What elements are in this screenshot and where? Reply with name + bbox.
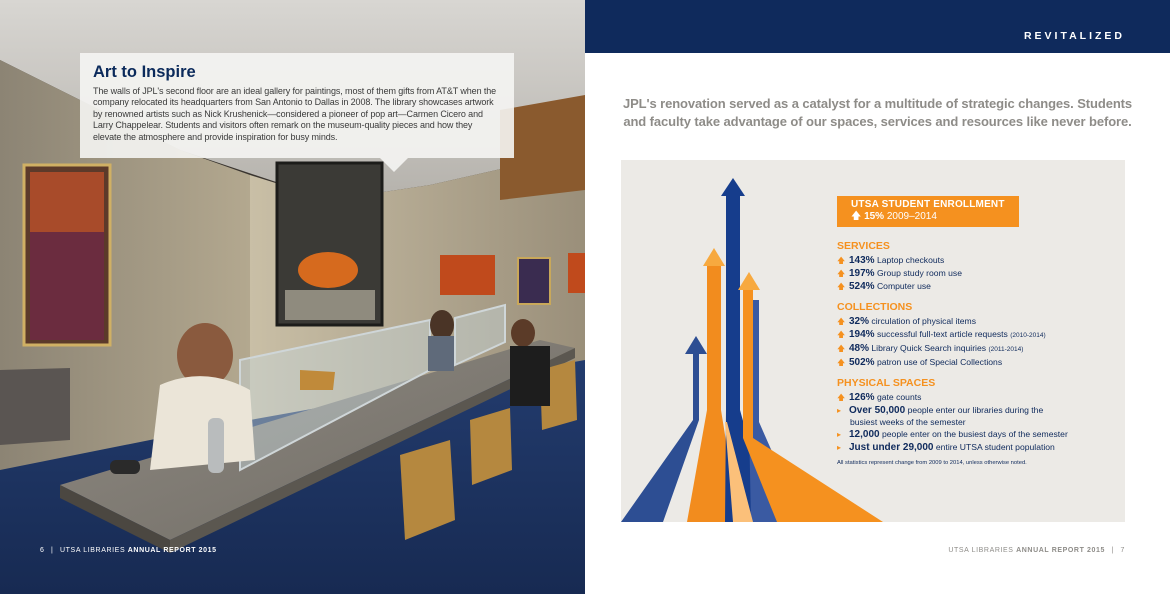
stat-value: 12,000 bbox=[849, 429, 880, 440]
stat-text: Group study room use bbox=[876, 268, 962, 278]
folio-separator-right: | bbox=[1111, 547, 1114, 554]
up-arrow-icon: 🡅 bbox=[851, 211, 862, 222]
up-arrow-icon: 🡅 bbox=[837, 317, 846, 326]
right-triangle-icon: ▸ bbox=[837, 406, 842, 415]
physical-spaces-list bbox=[837, 391, 1117, 454]
stat-value: 524% bbox=[849, 281, 875, 292]
stat-value: Just under 29,000 bbox=[849, 442, 934, 453]
stat-value: 143% bbox=[849, 255, 875, 266]
statistics-infographic bbox=[621, 160, 1125, 522]
callout-body: The walls of JPL's second floor are an ideal gallery for paintings, most of them gifts from AT&T when the company relocated its headquarters from San Antonio to Dallas in 2008. The library showcases artwork by renowned artists such as Nick Krushenick—considered a pioneer of pop art—Carmen Cicero and Larry Chappelear. Students and visitors often remark on the museum-quality pieces and how they elevate the atmosphere and provide inspiration for busy minds. bbox=[93, 86, 497, 142]
category-heading-collections: COLLECTIONS bbox=[837, 301, 913, 313]
statistics-list bbox=[837, 196, 1117, 466]
stat-value: 126% bbox=[849, 392, 875, 403]
list-item bbox=[837, 356, 1117, 369]
publication-report-right: ANNUAL REPORT 2015 bbox=[1016, 547, 1105, 554]
list-item bbox=[837, 441, 1117, 454]
arrow-shaft-navy-1 bbox=[621, 352, 699, 522]
up-arrow-icon: 🡅 bbox=[837, 269, 846, 278]
stat-text: entire UTSA student population bbox=[935, 442, 1055, 452]
folio-separator-left: | bbox=[51, 547, 54, 554]
stat-text: people enter on the busiest days of the semester bbox=[881, 429, 1068, 439]
enrollment-period: 2009–2014 bbox=[886, 211, 937, 222]
right-triangle-icon: ▸ bbox=[837, 430, 842, 439]
folio-right bbox=[948, 547, 1125, 554]
category-heading-services: SERVICES bbox=[837, 240, 890, 252]
stat-text: circulation of physical items bbox=[871, 316, 977, 326]
stat-value: 197% bbox=[849, 268, 875, 279]
arrow-head-navy-1 bbox=[685, 336, 707, 354]
enrollment-value: 15% bbox=[864, 211, 885, 222]
enrollment-title: UTSA STUDENT ENROLLMENT bbox=[851, 199, 1005, 210]
intro-paragraph: JPL's renovation served as a catalyst for a multitude of strategic changes. Students and faculty take advantage of our spaces, services and resources like never before. bbox=[622, 96, 1133, 129]
stat-text: Laptop checkouts bbox=[876, 255, 945, 265]
up-arrow-icon: 🡅 bbox=[837, 282, 846, 291]
category-heading-physical-spaces: PHYSICAL SPACES bbox=[837, 377, 936, 389]
list-item bbox=[837, 391, 1117, 404]
stat-text: Computer use bbox=[876, 281, 931, 291]
arrow-head-orange-2 bbox=[738, 272, 760, 290]
publication-report-left: ANNUAL REPORT 2015 bbox=[127, 547, 217, 554]
right-page bbox=[585, 0, 1170, 594]
up-arrow-icon: 🡅 bbox=[837, 358, 846, 367]
list-item bbox=[837, 280, 1117, 293]
list-item bbox=[837, 428, 1117, 441]
list-item bbox=[837, 342, 1117, 356]
up-arrow-icon: 🡅 bbox=[837, 344, 846, 353]
header-bar bbox=[585, 0, 1170, 53]
statistics-footnote: All statistics represent change from 2009 to 2014, unless otherwise noted. bbox=[837, 460, 1027, 466]
stat-text: Library Quick Search inquiries bbox=[871, 343, 987, 353]
section-label: REVITALIZED bbox=[1023, 30, 1125, 42]
page-number-right: 7 bbox=[1120, 547, 1125, 554]
stat-text: gate counts bbox=[876, 392, 922, 402]
collections-list bbox=[837, 315, 1117, 369]
callout-pointer bbox=[380, 158, 408, 172]
stat-value: 48% bbox=[849, 343, 870, 354]
publication-name-right: UTSA LIBRARIES bbox=[948, 547, 1014, 554]
stat-note: (2010-2014) bbox=[1010, 332, 1046, 339]
enrollment-change bbox=[851, 211, 1019, 223]
list-item bbox=[837, 315, 1117, 328]
stat-value: 194% bbox=[849, 329, 875, 340]
stat-value: Over 50,000 bbox=[849, 405, 906, 416]
stat-value: 502% bbox=[849, 357, 875, 368]
stat-value: 32% bbox=[849, 316, 870, 327]
stat-text: successful full-text article requests bbox=[876, 329, 1008, 339]
folio-left bbox=[40, 547, 217, 554]
page-number-left: 6 bbox=[40, 547, 45, 554]
services-list bbox=[837, 254, 1117, 293]
arrow-head-navy-2 bbox=[721, 178, 745, 196]
arrow-head-orange-1 bbox=[703, 248, 725, 266]
list-item bbox=[837, 328, 1117, 342]
right-triangle-icon: ▸ bbox=[837, 443, 842, 452]
stat-note: (2011-2014) bbox=[988, 346, 1024, 353]
art-to-inspire-callout bbox=[80, 53, 514, 158]
callout-title: Art to Inspire bbox=[93, 63, 196, 81]
enrollment-badge bbox=[837, 196, 1019, 227]
list-item bbox=[837, 254, 1117, 267]
list-item bbox=[837, 267, 1117, 280]
publication-name-left: UTSA LIBRARIES bbox=[60, 547, 126, 554]
up-arrow-icon: 🡅 bbox=[837, 256, 846, 265]
stat-text: people enter our libraries during the bbox=[907, 405, 1044, 415]
list-item bbox=[837, 404, 1117, 428]
up-arrow-icon: 🡅 bbox=[837, 330, 846, 339]
stat-text: patron use of Special Collections bbox=[876, 357, 1003, 367]
up-arrow-icon: 🡅 bbox=[837, 393, 846, 402]
stat-text-continued: busiest weeks of the semester bbox=[850, 417, 966, 427]
